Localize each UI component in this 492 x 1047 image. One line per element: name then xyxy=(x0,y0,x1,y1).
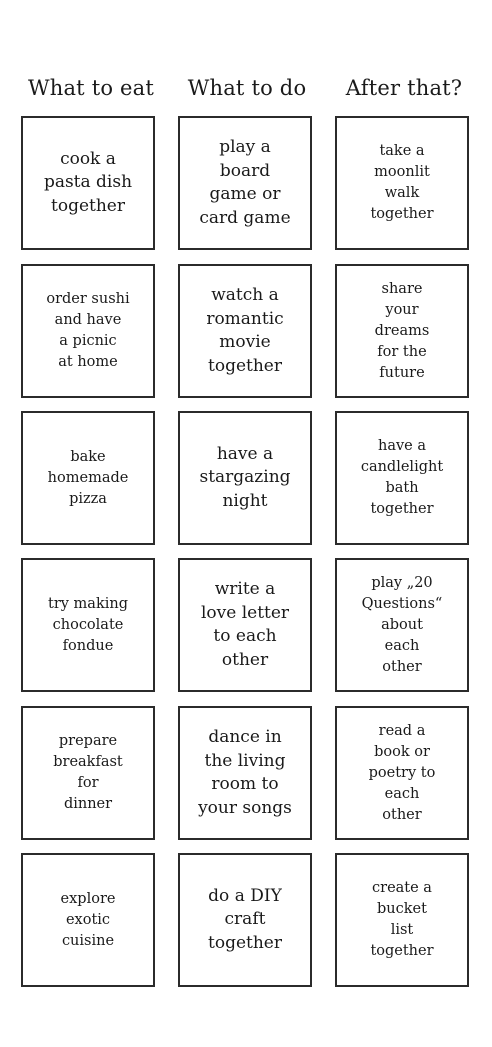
card-eat-6 xyxy=(21,853,155,987)
card-text: create a bucket list together xyxy=(370,880,434,959)
card-eat-4 xyxy=(21,558,155,692)
card-text: order sushi and have a picnic at home xyxy=(46,291,130,370)
card-text: share your dreams for the future xyxy=(374,280,430,381)
card-text: play a board game or card game xyxy=(199,137,291,228)
card-text: try making chocolate fondue xyxy=(48,595,128,654)
header-after-that: After that? xyxy=(345,76,463,100)
card-do-4 xyxy=(178,558,312,692)
card-text: read a book or poetry to each other xyxy=(368,722,436,823)
card-text: have a candlelight bath together xyxy=(360,438,444,517)
card-eat-1 xyxy=(21,116,155,250)
card-text: do a DIY craft together xyxy=(208,885,282,953)
header-what-to-do: What to do xyxy=(187,76,307,100)
header-what-to-eat: What to eat xyxy=(27,76,155,100)
card-text: have a stargazing night xyxy=(199,443,291,511)
card-eat-5 xyxy=(21,706,155,840)
card-after-6 xyxy=(335,853,469,987)
card-text: bake homemade pizza xyxy=(47,448,129,507)
card-text: cook a pasta dish together xyxy=(43,148,133,216)
card-text: watch a romantic movie together xyxy=(206,285,284,376)
card-text: write a love letter to each other xyxy=(200,579,290,670)
card-do-5 xyxy=(178,706,312,840)
card-text: play „20 Questions“ about each other xyxy=(361,574,443,675)
card-eat-2 xyxy=(21,264,155,398)
card-text: explore exotic cuisine xyxy=(60,890,116,949)
card-after-1 xyxy=(335,116,469,250)
card-text: dance in the living room to your songs xyxy=(198,727,292,818)
card-do-2 xyxy=(178,264,312,398)
card-after-5 xyxy=(335,706,469,840)
card-after-4 xyxy=(335,558,469,692)
card-do-1 xyxy=(178,116,312,250)
card-eat-3 xyxy=(21,411,155,545)
card-do-6 xyxy=(178,853,312,987)
card-after-3 xyxy=(335,411,469,545)
card-text: prepare breakfast for dinner xyxy=(53,733,123,812)
card-after-2 xyxy=(335,264,469,398)
card-text: take a moonlit walk together xyxy=(370,143,434,222)
card-do-3 xyxy=(178,411,312,545)
